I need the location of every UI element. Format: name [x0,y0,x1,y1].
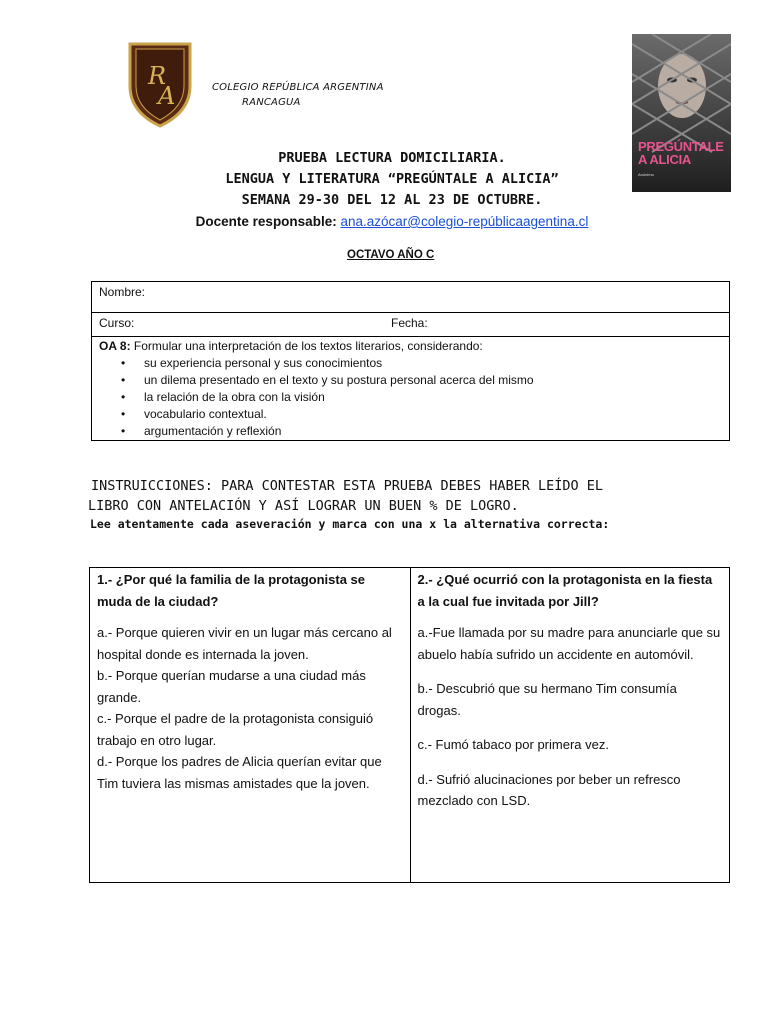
objective-item: • la relación de la obra con la visión [99,389,722,406]
nombre-label: Nombre: [99,285,146,299]
teacher-email-link[interactable]: ana.azócar@colegio-repúblicaagentina.cl [340,214,589,229]
question-2 [410,568,730,882]
curso-label: Curso: [99,316,135,330]
nombre-row[interactable] [92,282,729,313]
school-name [212,80,384,110]
objective-item: • un dilema presentado en el texto y su postura personal acerca del mismo [99,372,722,389]
answer-option[interactable]: b.- Descubrió que su hermano Tim consumía drogas. [417,681,677,718]
student-info-table [91,281,730,441]
title-line3: SEMANA 29-30 DEL 12 AL 23 DE OCTUBRE. [241,192,543,208]
objective-item: • argumentación y reflexión [99,423,722,440]
instructions-line2: LIBRO CON ANTELACIÓN Y ASÍ LOGRAR UN BUEN % DE LOGRO. [88,498,519,514]
answer-option[interactable]: c.- Porque el padre de la protagonista consiguió trabajo en otro lugar. [97,711,374,748]
fecha-label: Fecha: [391,316,428,330]
oa-text: Formular una interpretación de los textos literarios, considerando: [133,339,483,353]
svg-text:R: R [148,62,167,90]
answer-option[interactable]: b.- Porque querían mudarse a una ciudad más grande. [97,668,366,705]
answer-option[interactable]: a.- Porque quieren vivir en un lugar más cercano al hospital donde es internada la joven. [97,625,392,662]
question-1 [90,568,410,882]
title-line2: LENGUA Y LITERATURA “PREGÚNTALE A ALICIA” [225,171,559,187]
oa-label: OA 8: [99,339,131,353]
school-name-line1: COLEGIO REPÚBLICA ARGENTINA [212,82,384,93]
book-cover-author: Anónimo [638,172,654,177]
question-title: 1.- ¿Por qué la familia de la protagonista se muda de la ciudad? [97,572,366,609]
answer-option[interactable]: a.-Fue llamada por su madre para anunciarle que su abuelo había sufrido un accidente en automóvil. [417,625,721,662]
question-title: 2.- ¿Qué ocurrió con la protagonista en la fiesta a la cual fue invitada por Jill? [417,572,713,609]
curso-fecha-row[interactable] [92,313,729,337]
teacher-line [0,214,768,229]
book-cover-title: PREGÚNTALE A ALICIA [638,139,724,167]
instructions-line1: INSTRUICCIONES: PARA CONTESTAR ESTA PRUEBA DEBES HABER LEÍDO EL [91,478,604,494]
objective-item: • vocabulario contextual. [99,406,722,423]
document-title [0,148,768,211]
grade-heading: OCTAVO AÑO C [347,249,435,261]
objective-row [92,337,729,441]
objective-item: • su experiencia personal y sus conocimientos [99,355,722,372]
answer-option[interactable]: d.- Sufrió alucinaciones por beber un refresco mezclado con LSD. [417,771,681,808]
instructions [88,476,688,516]
title-line1: PRUEBA LECTURA DOMICILIARIA. [278,150,506,166]
questions-table [89,567,730,883]
school-city: RANCAGUA [242,97,301,108]
school-crest-icon [126,40,194,128]
instructions-subtitle: Lee atentamente cada aseveración y marca con una x la alternativa correcta: [90,517,610,531]
answer-option[interactable]: c.- Fumó tabaco por primera vez. [417,737,609,752]
objective-list [99,355,722,440]
teacher-label: Docente responsable: [195,214,337,229]
svg-text:A: A [158,82,176,110]
answer-option[interactable]: d.- Porque los padres de Alicia querían evitar que Tim tuviera las mismas amistades que la joven. [97,754,382,791]
